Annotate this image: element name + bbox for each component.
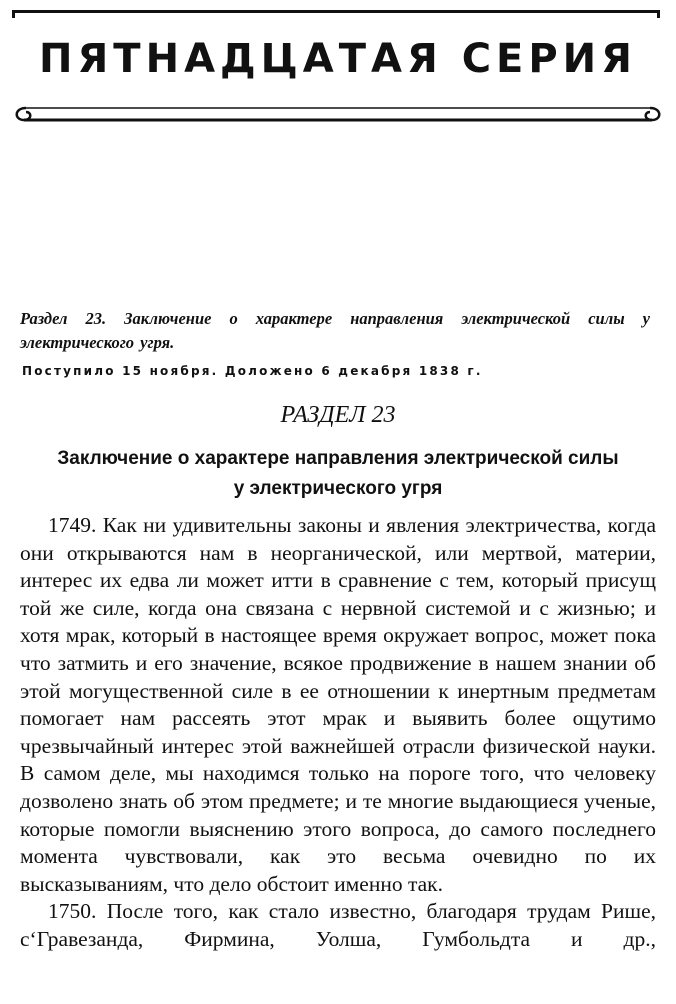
body-text bbox=[20, 512, 656, 954]
paragraph-1749: 1749. Как ни удивительны законы и явления электричества, когда они открываются нам в неорганической, или мертвой, материи, интерес их едва ли может итти в сравнение с тем, который присущ той же силе, когда она связана с нервной системой и с жизнью; и хотя мрак, который в настоящее время окружает вопрос, может пока что затмить и его значение, всякое продвижение в нашем знании об этой могущественной силе в ее отношении к инертным предметам помогает нам рассеять этот мрак и выявить более ощутимо чрезвычайный интерес этой важнейшей отрасли физической науки. В самом деле, мы находимся только на пороге того, что человеку дозволено знать об этом предмете; и те многие выдающиеся ученые, которые помогли выяснению этого вопроса, до самого последнего момента чувствовали, как это весьма очевидно по их высказываниям, что дело обстоит именно так. bbox=[20, 513, 656, 896]
section-title-line-2: у электрического угря bbox=[233, 478, 443, 499]
page-frame-top bbox=[12, 10, 660, 18]
section-number-heading: РАЗДЕЛ 23 bbox=[280, 402, 396, 428]
section-title bbox=[14, 444, 662, 504]
section-summary: Раздел 23. Заключение о характере направления электрической силы у электрического угря. bbox=[20, 309, 650, 352]
section-title-line-1: Заключение о характере направления электрической силы bbox=[57, 448, 619, 469]
ornamental-divider bbox=[12, 96, 664, 126]
series-title: ПЯТНАДЦАТАЯ СЕРИЯ bbox=[39, 36, 637, 82]
received-date-line: Поступило 15 ноября. Доложено 6 декабря 1838 г. bbox=[22, 364, 483, 378]
paragraph-1750: 1750. После того, как стало известно, благодаря трудам Рише, с‘Гравезанда, Фирмина, Уолша, Гумбольдта и др., bbox=[20, 899, 656, 951]
